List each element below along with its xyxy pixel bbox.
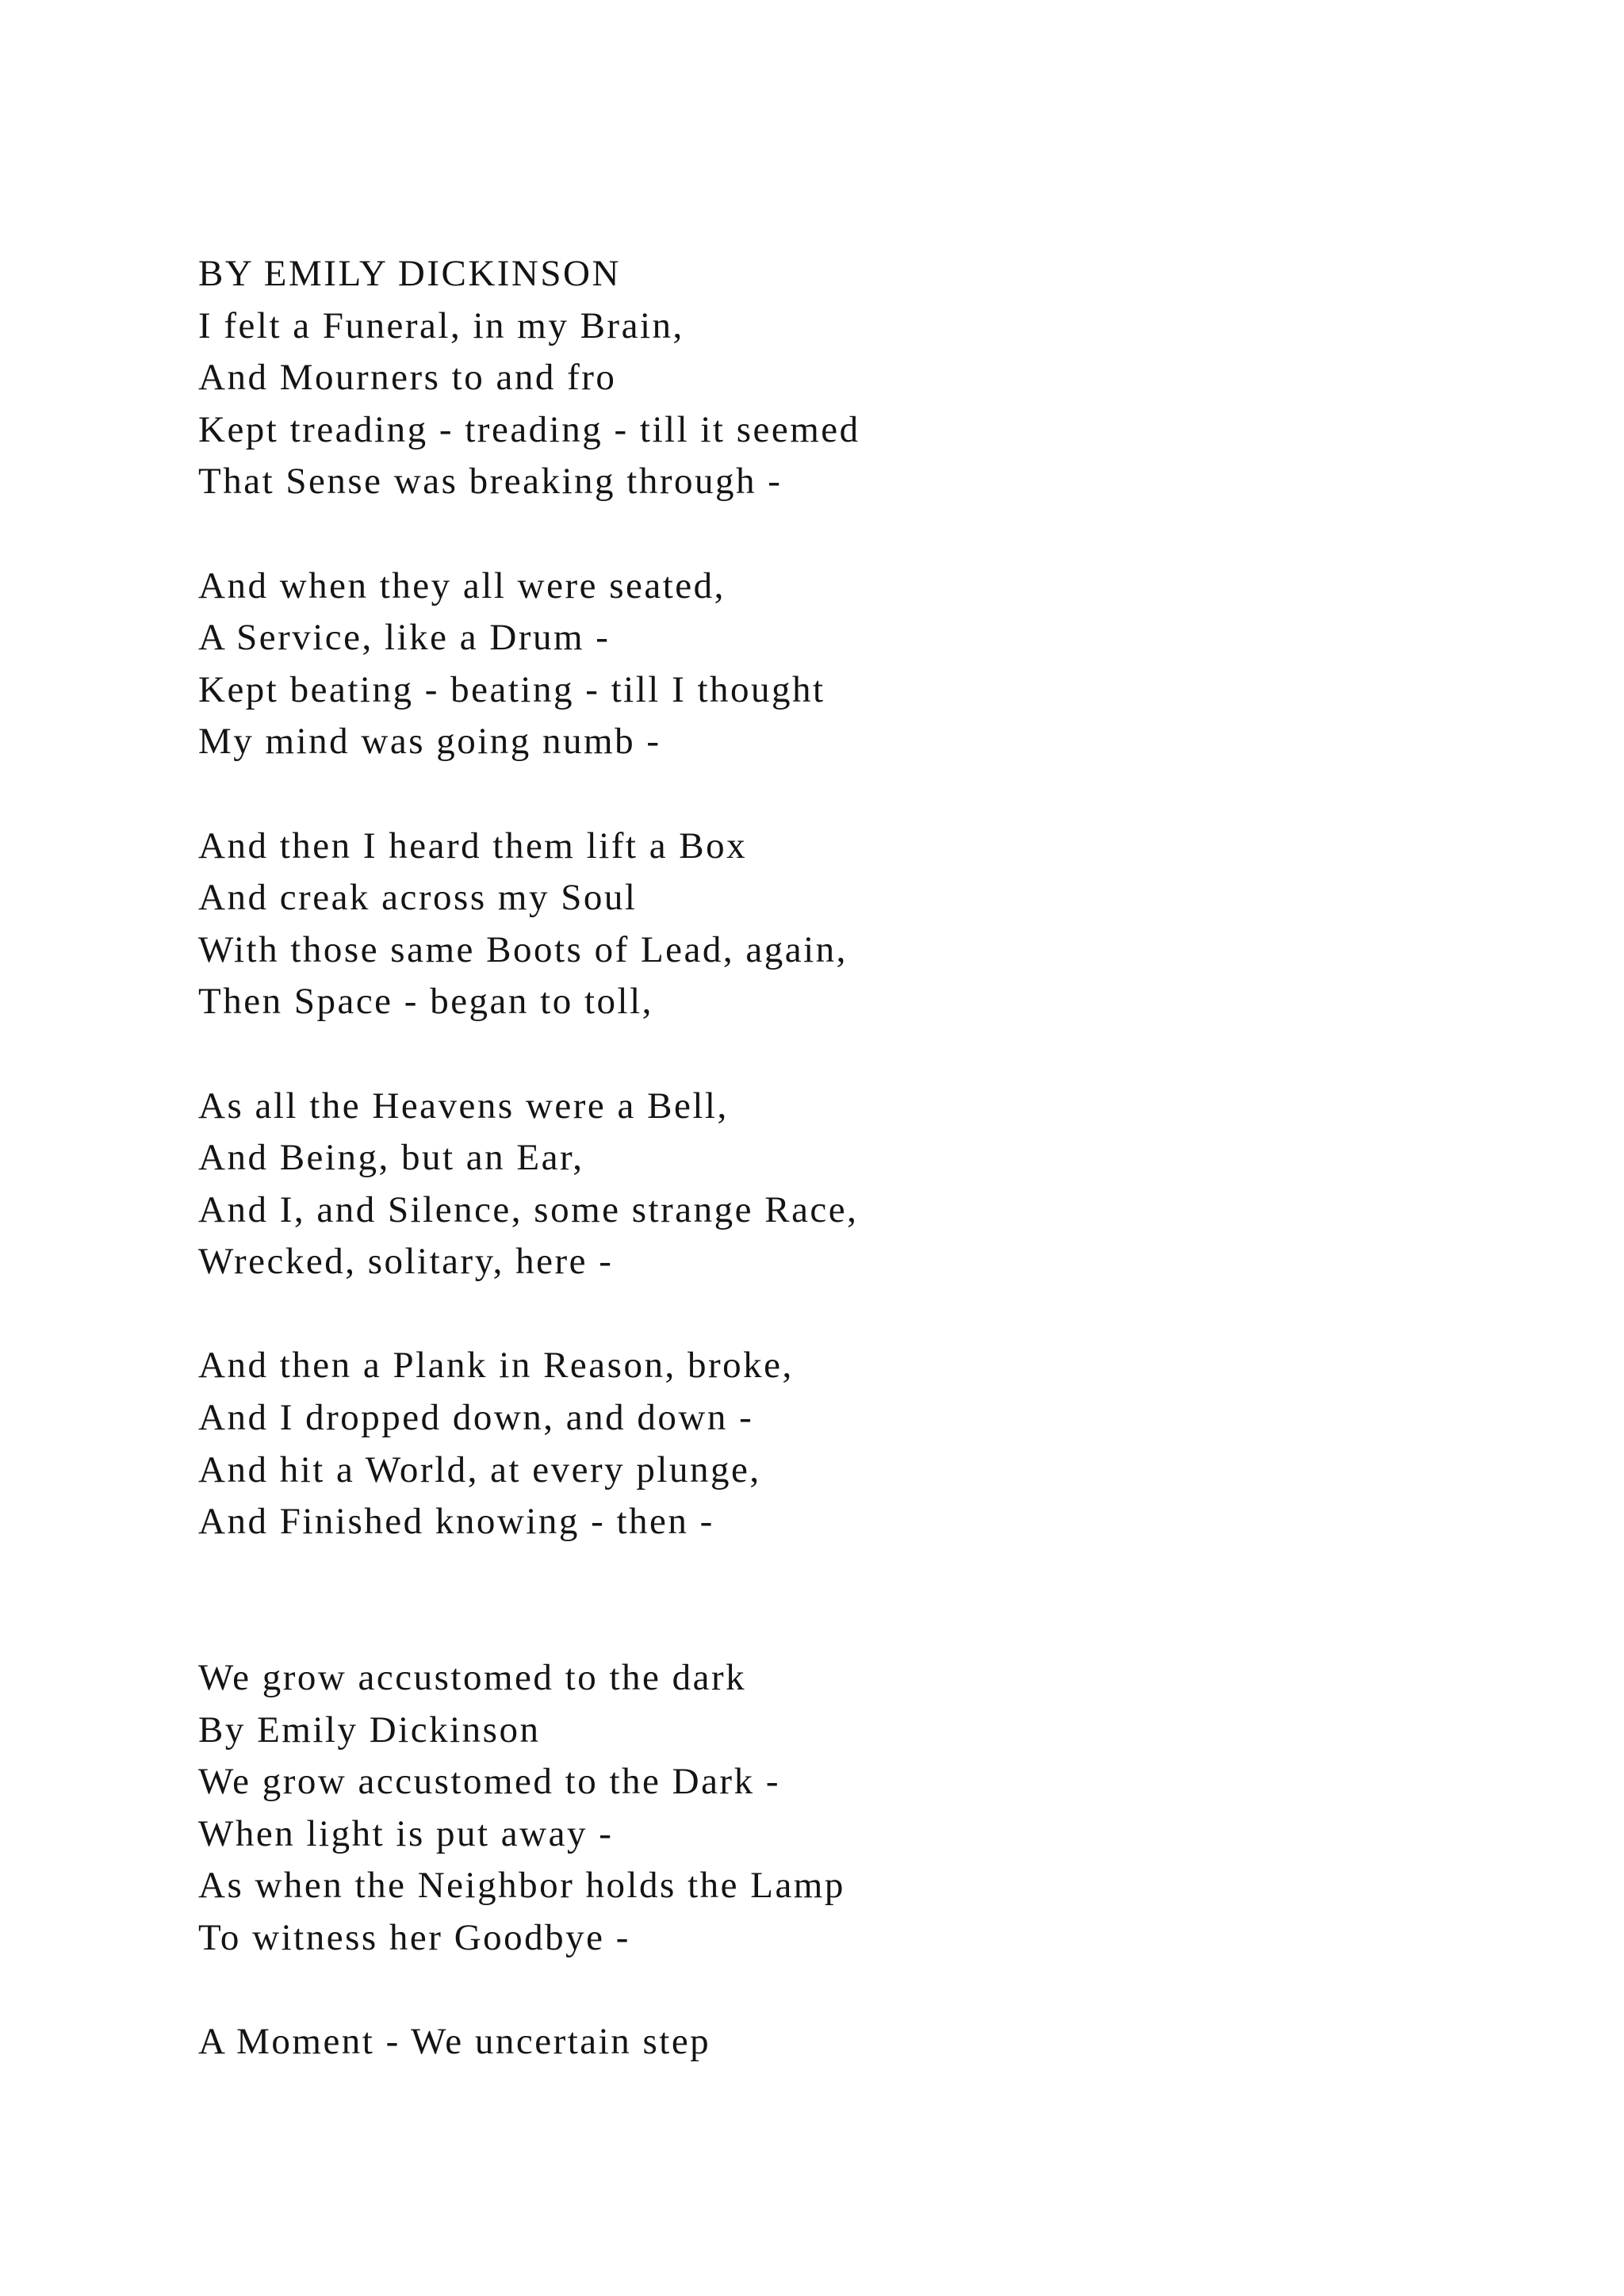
stanza: [198, 300, 1546, 508]
stanza: [198, 561, 1546, 768]
poem-title: We grow accustomed to the dark: [198, 1657, 747, 1699]
stanza: [198, 1340, 1546, 1548]
poem-line: And Mourners to and fro: [198, 357, 617, 399]
poem-line: We grow accustomed to the Dark -: [198, 1761, 780, 1803]
stanza-break: [198, 1028, 1546, 1081]
poem-we-grow-accustomed: [198, 1652, 1546, 2068]
poem-line: I felt a Funeral, in my Brain,: [198, 304, 684, 346]
poem-line: A Moment - We uncertain step: [198, 2021, 711, 2063]
poem-line: With those same Boots of Lead, again,: [198, 928, 848, 970]
poem-line: Kept treading - treading - till it seemed: [198, 408, 860, 450]
poem-line: As when the Neighbor holds the Lamp: [198, 1865, 845, 1907]
stanza-break: [198, 1288, 1546, 1341]
poem-byline: BY EMILY DICKINSON: [198, 253, 621, 294]
poem-line: A Service, like a Drum -: [198, 617, 611, 659]
poem-line: When light is put away -: [198, 1812, 614, 1854]
poem-break: [198, 1548, 1546, 1652]
poem-line: And hit a World, at every plunge,: [198, 1448, 761, 1490]
poem-line: Wrecked, solitary, here -: [198, 1241, 614, 1283]
poem-text-block: [198, 248, 1546, 2068]
poem-line: To witness her Goodbye -: [198, 1917, 630, 1958]
poem-line: Then Space - began to toll,: [198, 981, 653, 1023]
poem-line: And Finished knowing - then -: [198, 1501, 714, 1543]
stanza-break: [198, 1965, 1546, 2017]
poem-line: And then I heard them lift a Box: [198, 825, 748, 867]
poem-line: Kept beating - beating - till I thought: [198, 668, 825, 710]
stanza: [198, 1756, 1546, 1964]
stanza-break: [198, 768, 1546, 821]
poem-line: That Sense was breaking through -: [198, 461, 783, 503]
stanza-break: [198, 508, 1546, 561]
poem-line: My mind was going numb -: [198, 721, 661, 763]
poem-line: And when they all were seated,: [198, 564, 726, 607]
poem-line: And I dropped down, and down -: [198, 1397, 754, 1439]
poem-line: And creak across my Soul: [198, 877, 638, 919]
poem-line: And Being, but an Ear,: [198, 1137, 584, 1179]
poem-line: As all the Heavens were a Bell,: [198, 1085, 729, 1127]
poem-byline: By Emily Dickinson: [198, 1709, 541, 1751]
poem-line: And then a Plank in Reason, broke,: [198, 1345, 794, 1387]
stanza: [198, 821, 1546, 1028]
stanza: [198, 1081, 1546, 1288]
poem-line: And I, and Silence, some strange Race,: [198, 1188, 859, 1230]
poem-i-felt-a-funeral: [198, 248, 1546, 1548]
stanza: [198, 2016, 1546, 2068]
